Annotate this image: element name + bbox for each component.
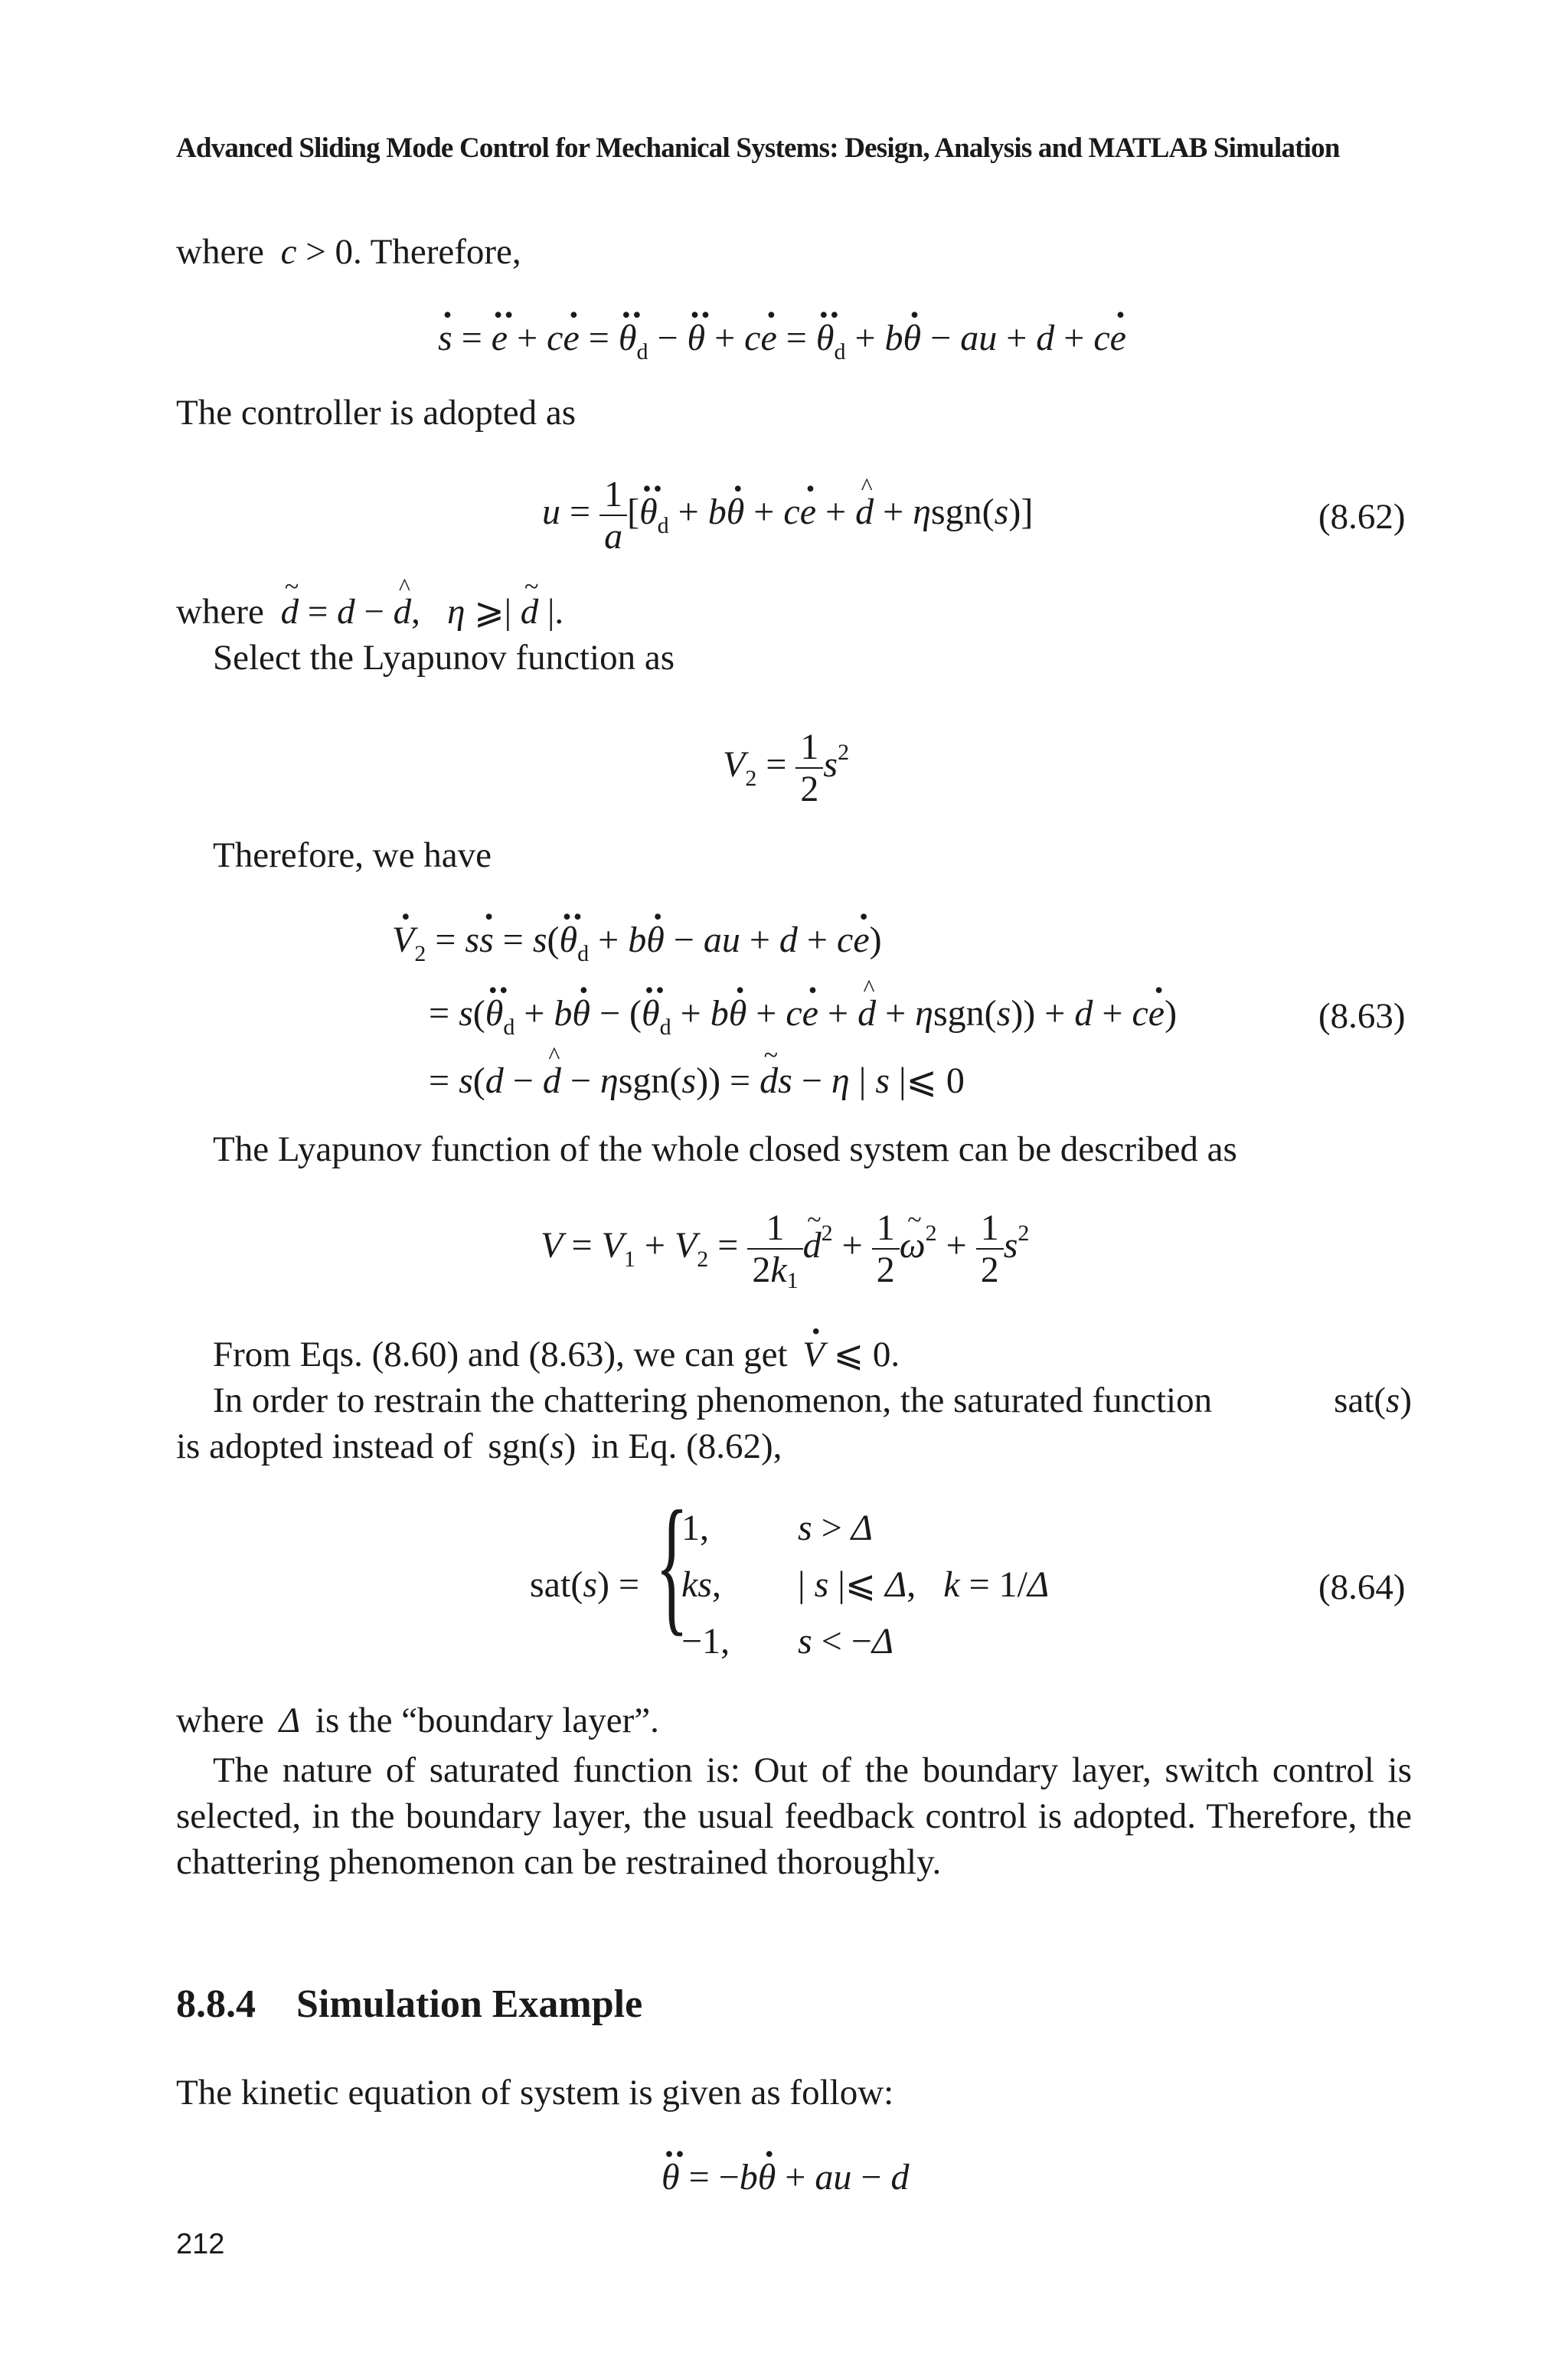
- equation-number-8-63: (8.63): [1318, 996, 1406, 1036]
- equation-number-8-62: (8.62): [1318, 497, 1406, 537]
- equation-8-64-lhs: sat(s) =: [530, 1564, 640, 1605]
- equation-8-64-cond-3: s < −Δ: [798, 1621, 893, 1662]
- equation-8-63-line-1: · $V_2 = s\cdot s = s(\cdot\cdot \theta_d + b\cdot \theta$ − au + d + c· e): [392, 922, 882, 959]
- text-from-eqs: From Eqs. (8.60) and (8.63), we can get: [213, 1335, 788, 1374]
- body-line-8: In order to restrain the chattering phenomenon, the saturated function sat(s): [213, 1381, 1412, 1420]
- text-where: where: [176, 232, 264, 272]
- body-line-1: where c > 0. Therefore,: [176, 232, 521, 272]
- section-heading: [176, 1982, 642, 2027]
- text-adopted-instead: is adopted instead of: [176, 1426, 473, 1466]
- equation-8-64-cond-2: | s |⩽ Δ, k = 1/Δ: [798, 1564, 1050, 1605]
- body-line-10: where Δ is the “boundary layer”.: [176, 1701, 659, 1740]
- equation-8-64-case-3: −1,: [681, 1621, 730, 1662]
- equation-v2: $V_2$ = $\frac{1}{2}$ $s^2$: [723, 727, 850, 809]
- body-line-5: Therefore, we have: [213, 835, 492, 875]
- body-line-6: The Lyapunov function of the whole closed system can be described as: [213, 1129, 1237, 1169]
- body-line-4: Select the Lyapunov function as: [213, 638, 675, 678]
- equation-8-63-line-2: = $s(\cdot\cdot \theta_d + b\cdot \theta$ − (·· $\theta_d + b\cdot \theta + c\cdot e$ + ^ d + ηsgn(s)) + d + c· e): [429, 995, 1177, 1032]
- equation-8-64-case-2: ks,: [681, 1564, 721, 1605]
- body-paragraph-nature: [176, 1747, 1412, 1885]
- body-line-9: is adopted instead of sgn(s) in Eq. (8.62),: [176, 1426, 782, 1466]
- page-number: 212: [176, 2228, 225, 2260]
- body-line-3: where ~ d = d − ^ d, η ⩾| ~ d |.: [176, 594, 564, 630]
- text-where-3: where: [176, 1701, 264, 1740]
- text-in-eq: in Eq. (8.62),: [591, 1426, 782, 1466]
- equation-8-64-cond-1: s > Δ: [798, 1508, 873, 1548]
- equation-s-dot: · s = ·· e + c· e = ·· $\theta_d$ − ·· θ + c· e = ·· $\theta_d + b\cdot \theta$ − au + d + c· e: [438, 320, 1126, 357]
- equation-v-total: $V = V_1 + V_2$ = $\frac{1}{2k1}$ ~ $d^2$ + $\frac{1}{2}$ ~ $\omega^2$ + $\frac{1}{2}$ $s^2$: [541, 1208, 1029, 1289]
- text-therefore: . Therefore,: [352, 232, 521, 272]
- equation-kinetic: ·· θ = −b· θ + au − d: [662, 2159, 909, 2196]
- text-boundary-layer: is the “boundary layer”.: [315, 1701, 659, 1740]
- section-title: Simulation Example: [296, 1982, 643, 2026]
- body-line-7: From Eqs. (8.60) and (8.63), we can get · V ⩽ 0.: [213, 1337, 900, 1373]
- equation-number-8-64: (8.64): [1318, 1567, 1406, 1607]
- section-number: 8.8.4: [176, 1982, 256, 2026]
- equation-8-62: u = $\frac{1}{a}$ [·· $\theta_d + b\cdot \theta + c\cdot e$ + ^ d + ηsgn(s)]: [542, 475, 1033, 556]
- body-line-2: The controller is adopted as: [176, 393, 577, 433]
- body-line-11: The kinetic equation of system is given as follow:: [176, 2073, 894, 2113]
- equation-8-64-brace: {: [655, 1480, 689, 1649]
- text-nature: The nature of saturated function is: Out of the boundary layer, switch control is selected, in the boundary layer, the usual feedback control is adopted. Therefore, the chattering phenomenon can be restrained thoroughly.: [176, 1750, 1412, 1882]
- text-where-2: where: [176, 592, 264, 632]
- text-restrain: In order to restrain the chattering phenomenon, the saturated function: [213, 1381, 1213, 1420]
- running-header: Advanced Sliding Mode Control for Mechanical Systems: Design, Analysis and MATLAB Simulation: [176, 132, 1340, 164]
- equation-8-63-line-3: = s(d − ^ d − ηsgn(s)) = ~ ds − η | s |⩽ 0: [429, 1063, 965, 1100]
- equation-8-64-case-1: 1,: [681, 1508, 709, 1548]
